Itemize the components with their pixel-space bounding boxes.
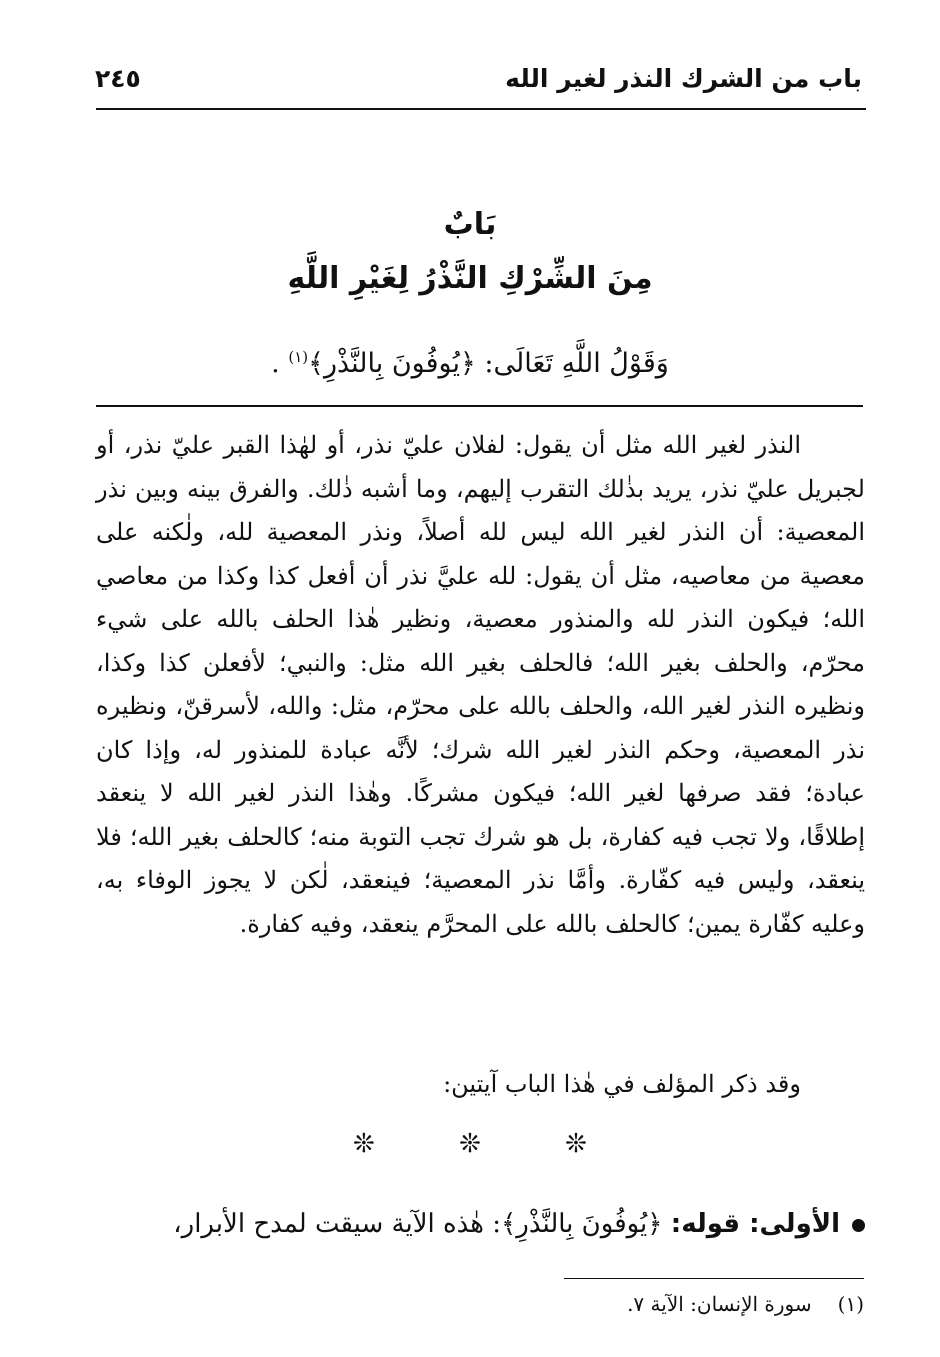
running-header — [95, 62, 862, 102]
point-label: الأولى: قوله: — [670, 1209, 840, 1239]
quranic-verse — [150, 337, 790, 391]
footnote-reference[interactable]: (١) — [288, 348, 309, 366]
bullet-icon — [852, 1219, 865, 1232]
point-quote: ﴿يُوفُونَ بِالنَّذْرِ﴾ — [501, 1209, 663, 1239]
footnote-text: سورة الإنسان: الآية ٧. — [627, 1292, 812, 1316]
header-rule — [96, 108, 866, 110]
section-divider — [96, 405, 863, 407]
commentary-paragraph: النذر لغير الله مثل أن يقول: لفلان عليّ نذر، أو لهٰذا القبر عليّ نذر، أو لجبريل عليّ نذر، يريد بذٰلك التقرب إليهم، وما أشبه ذٰلك. والفرق بينه وبين نذر المعصية: أن النذر لغير الله ليس لله أصلاً، ونذر المعصية لله، ولٰكنه على معصية من معاصيه، مثل أن يقول: لله عليَّ نذر أن أفعل كذا وكذا من معاصي الله؛ فيكون النذر لله والمنذور معصية، ونظير هٰذا الحلف بالله على شيء محرّم، والحلف بغير الله؛ فالحلف بغير الله مثل: والنبي؛ لأفعلن كذا وكذا، ونظيره النذر لغير الله، والحلف بالله على محرّم، مثل: والله، لأسرقنّ، ونظيره نذر المعصية، وحكم النذر لغير الله شرك؛ لأنَّه عبادة للمنذور له، وإذا كان عبادة؛ فقد صرفها لغير الله؛ فيكون مشركًا. وهٰذا النذر لغير الله لا ينعقد إطلاقًا، ولا تجب فيه كفارة، بل هو شرك تجب التوبة منه؛ كالحلف بغير الله؛ فلا ينعقد، وليس فيه كفّارة. وأمَّا نذر المعصية؛ فينعقد، لٰكن لا يجوز الوفاء به، وعليه كفّارة يمين؛ كالحلف بالله على المحرَّم ينعقد، وفيه كفارة. — [96, 431, 865, 938]
commentary-body — [96, 424, 865, 946]
footnote-rule — [564, 1278, 864, 1279]
running-title: باب من الشرك النذر لغير الله — [505, 64, 862, 93]
star-separator: ❊ ❊ ❊ — [353, 1129, 625, 1159]
footnote-number: (١) — [837, 1292, 864, 1316]
point-text: : هٰذه الآية سيقت لمدح الأبرار، — [173, 1209, 502, 1239]
mention-line: وقد ذكر المؤلف في هٰذا الباب آيتين: — [443, 1070, 801, 1098]
page-number: ٢٤٥ — [95, 64, 141, 93]
chapter-title: مِنَ الشِّرْكِ النَّذْرُ لِغَيْرِ اللَّهِ — [287, 261, 653, 296]
chapter-label: بَابٌ — [443, 207, 497, 242]
verse-text: وَقَوْلُ اللَّهِ تَعَالَى: ﴿يُوفُونَ بِالنَّذْرِ﴾ — [308, 348, 669, 379]
verse-end-mark: . — [271, 348, 280, 379]
footnote — [364, 1287, 864, 1321]
first-point — [96, 1200, 865, 1248]
